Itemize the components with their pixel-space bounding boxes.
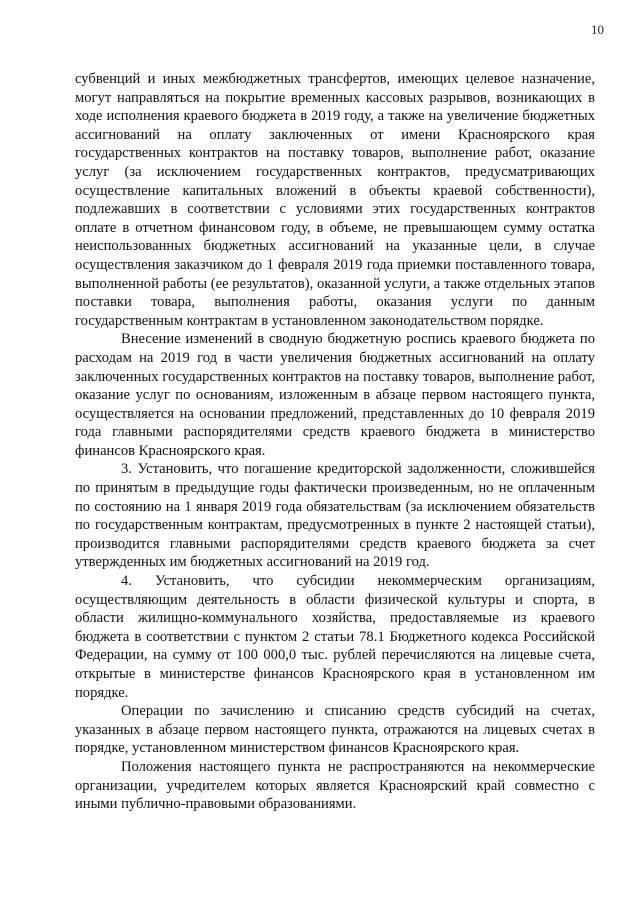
document-body <box>75 70 595 814</box>
paragraph-provisions: Положения настоящего пункта не распространяются на некоммерческие организации, учредителем которых является Красноярский край совместно с иными публично-правовыми образованиями. <box>75 758 595 813</box>
paragraph-item-3: 3. Установить, что погашение кредиторской задолженности, сложившейся по принятым в предыдущие годы фактически произведенным, но не оплаченным по состоянию на 1 января 2019 года обязательствам (за исключением обязательств по государственным контрактам, предусмотренных в пункте 2 настоящей статьи), производится главными распорядителями средств краевого бюджета за счет утвержденных им бюджетных ассигнований на 2019 год. <box>75 461 595 571</box>
page-number: 10 <box>591 22 604 37</box>
paragraph-continuation: субвенций и иных межбюджетных трансфертов, имеющих целевое назначение, могут направляться на покрытие временных кассовых разрывов, возникающих в ходе исполнения краевого бюджета в 2019 году, а также на увеличение бюджетных ассигнований на оплату заключенных от имени Красноярского края государственных контрактов на поставку товаров, выполнение работ, оказание услуг (за исключением государственных контрактов, предусматривающих осуществление капитальных вложений в объекты краевой собственности), подлежавших в соответствии с условиями этих государственных контрактов оплате в отчетном финансовом году, в объеме, не превышающем сумму остатка неиспользованных бюджетных ассигнований на указанные цели, в случае осуществления заказчиком до 1 февраля 2019 года приемки поставленного товара, выполненной работы (ее результатов), оказанной услуги, а также отдельных этапов поставки товара, выполнения работы, оказания услуги по данным государственным контрактам в установленном законодательством порядке. <box>75 71 595 329</box>
paragraph-budget-changes: Внесение изменений в сводную бюджетную роспись краевого бюджета по расходам на 2019 год в части увеличения бюджетных ассигнований на оплату заключенных государственных контрактов на поставку товаров, выполнение работ, оказание услуг по основаниям, изложенным в абзаце первом настоящего пункта, осуществляется на основании предложений, представленных до 10 февраля 2019 года главными распорядителями средств краевого бюджета в министерство финансов Красноярского края. <box>75 331 595 459</box>
paragraph-item-4: 4. Установить, что субсидии некоммерческим организациям, осуществляющим деятельность в области физической культуры и спорта, в области жилищно-коммунального хозяйства, предоставляемые из краевого бюджета в соответствии с пунктом 2 статьи 78.1 Бюджетного кодекса Российской Федерации, на сумму от 100 000,0 тыс. рублей перечисляются на лицевые счета, открытые в министерстве финансов Красноярского края в установленном им порядке. <box>75 573 595 701</box>
paragraph-operations: Операции по зачислению и списанию средств субсидий на счетах, указанных в абзаце первом настоящего пункта, отражаются на лицевых счетах в порядке, установленном министерством финансов Красноярского края. <box>75 703 595 757</box>
